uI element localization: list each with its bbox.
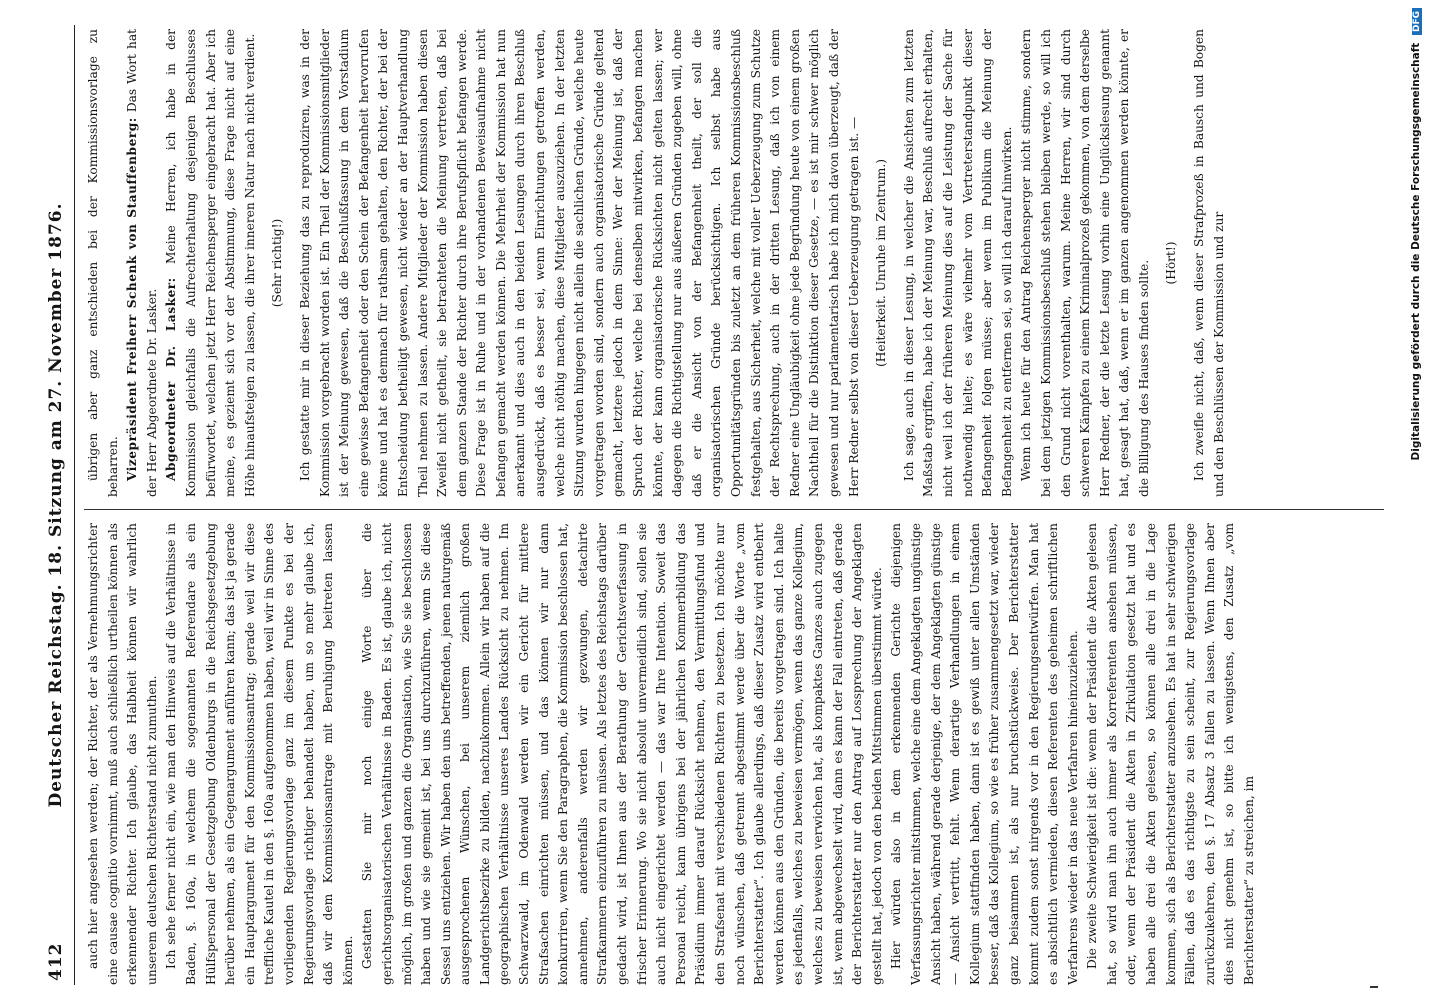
left-paragraph: Ich sehe ferner nicht ein, wie man den Hinweis auf die Verhältnisse in Baden, §. 160a, in welchem die sogenannten Referendare als ein Hülfspersonal der Gesetzgebung Oldenburgs in die Reichsgesetzgebung herüber nehmen, als ein Gegenargument anführen kann; das ist ja gerade ein Hauptargument für den Kommissionsantrag; gerade weil wir diese treffliche Kautel in den §. 160a aufgenommen haben, weil wir in Sinne des vorliegenden Regierungsvorlage ganz im diesem Punkte es bei der Regierungsvorlage richtiger behandelt haben, um so mehr glaube ich, daß wir dem Kommissionsantrage mit Beruhigung beitreten lassen können. [164,523,355,985]
left-paragraph: Gestatten Sie mir noch einige Worte über die gerichtsorganisatorischen Verhältnisse in Baden. Es ist, glaube ich, nicht möglich, im großen und ganzen die Organisation, wie Sie sie beschlossen haben und wie sie gemeint ist, bei uns durchzuführen, wenn Sie diese Sessel uns entziehen. Wir haben den uns betreffenden, jenen naturgemäß ausgesprochenen Wünschen, bei unserem ziemlich großen Landgerichtsbezirke zu bilden, nachzukommen. Allein wir haben auf die geographischen Verhältnisse unseres Landes Rücksicht zu nehmen. Im Schwarzwald, im Odenwald werden wir ein Gericht für mittlere Strafsachen einrichten müssen, und das können wir nur dann konkurriren, wenn Sie den Paragraphen, die Kommission beschlossen hat, annehmen, anderenfalls werden wir gezwungen, detachirte Strafkammern einzuführen zu müssen. Als letztes des Reichstags darüber gedacht wird, ist Ihnen aus der Berathung der Gerichtsverfassung in frischer Erinnerung. Wo sie nicht absolut unvermeidlich sind, sollen sie auch nicht eingerichtet werden — das war Ihre Intention. Soweit das Personal reicht, kann übrigens bei der jährlichen Kommerbildung das Präsidium immer darauf Rücksicht nehmen, den Vermittlungsfund und den Strafsenat mit verschiedenen Richtern zu besetzen. Ich möchte nur noch wünschen, daß getrennt abgestimmt werde über die Worte „vom Berichterstatter“. Ich glaube allerdings, daß dieser Zusatz wird entbehrt werden können aus den Gründen, die bereits vorgetragen sind. Ich halte es jedenfalls, welches zu beweisen vermögen, wenn das ganze Kollegium, welches zu beweisen verwichen hat, als kompaktes Ganzes auch zugegen ist, wenn abgewechselt wird, dann es kann der Fall eintreten, daß gerade der Berichterstatter nur den Antrag auf Lossprechung der Angeklagten gestellt hat, jedoch von den beiden Mitstimmen überstimmt würde. [360,523,884,985]
digitization-sidebar [1408,8,1428,992]
speech-paragraph [123,29,162,497]
right-paragraph: Ich zweifle nicht, daß, wenn dieser Strafprozeß in Bausch und Bogen und den Beschlüssen der Kommission und zur [1192,29,1226,497]
speech-text: Meine Herren, ich habe in der Kommission gleichfalls die Aufrechterhaltung desjenigen Beschlusses befürwortet, welchen jetzt Herr Reichensperger eingebracht hat. Aber ich meine, es geziemt sich vor der Abstimmung, diese Frage nicht auf eine Höhe hinaufsteigen zu lassen, die ihrer inneren Natur nach nicht verdient. [164,29,257,497]
digitization-note: Digitalisierung gefördert durch die Deutsche Forschungsgemeinschaft [1410,42,1422,461]
right-paragraph: Wenn ich heute für den Antrag Reichensperger nicht stimme, sondern bei dem jetzigen Kommissionsbeschluß stehen bleiben werde, so will ich den Grund nicht vorenthalten, warum. Meine Herren, wir sind durch schweren Kämpfen zu einem Kriminalprozeß gekommen, von dem derselbe Herr Redner, der die letzte Lesung vorhin eine Unglückslesung genannt hat, gesagt hat, daß, wenn er im ganzen angenommen werden könnte, er die Billigung des Hauses finden sollte. [1019,29,1151,497]
speaker-name: Abgeordneter Dr. Lasker: [164,277,179,481]
right-paragraph: übrigen aber ganz entschieden bei der Kommissionsvorlage zu beharren. [86,29,120,497]
speaker-name: Vizepräsident Freiherr Schenk von Stauffenberg: [125,117,140,481]
page-number: 412 [46,942,66,981]
left-paragraph-lower: Hier würden also in dem erkennenden Gerichte diejenigen Verfassungsrichter mitstimmen, welche eine dem Angeklagten ungünstige Ansicht haben, während gerade derjenige, der dem Angeklagten günstige — Ansicht vertritt, fehlt. Wenn derartige Verhandlungen in einem Kollegium stattfinden haben, dann ist es gewiß unter allen Umständen besser, daß das Kollegium, so wie es früher zusammengesetzt war, wieder ganz beisammen ist, als nur bruchstückweise. Der Berichterstatter kommt zudem sonst nirgends vor in den Regierungsentwürfen. Man hat es absichtlich vermieden, diesen Referenten des geheimen schriftlichen Verfahrens wieder in das neue Verfahren hineinzuziehen. [889,523,1080,985]
scan-corner-mark [1370,986,1378,988]
right-paragraph: Ich sage, auch in dieser Lesung, in welcher die Ansichten zum letzten Maßstab ergriffen, habe ich der Meinung war, Beschluß aufrecht erhalten, nicht weil ich der früheren Meinung dies auf die Leistung der Sache für nothwendig hielte; es wäre vielmehr vom Vertreterstandpunkt dieser Befangenheit folgen müsse; aber wenn im Publikum die Meinung der Befangenheit zu entfernen sei, so will ich darauf hinwirken. [901,29,1014,497]
page-running-title: Deutscher Reichstag. 18. Sitzung am 27. November 1876. [46,202,66,808]
digitization-credit [1410,8,1428,992]
stage-direction: (Hört!) [1164,241,1179,285]
left-column [84,523,1394,985]
left-paragraph-lower: Die zweite Schwierigkeit ist die: wenn der Präsident die Akten gelesen hat, so wird man ihn auch immer als Korreferenten ansehen müssen, oder, wenn der Präsident die Akten in Zirkulation gesetzt hat und es haben alle drei die Akten gelesen, so können alle drei in die Lage kommen, sich als Berichterstatter anzusehen. Es hat in sehr schwierigen Fällen, daß es das richtigste zu sein scheint, zur Regierungsvorlage zurückzukehren, den §. 17 Absatz 3 fallen zu lassen. Wenn Ihnen aber dies nicht genehm ist, so bitte ich wenigstens, den Zusatz „vom Berichterstatter“ zu streichen, im [1085,523,1257,985]
dfg-logo-badge: DFG [1412,8,1422,35]
right-paragraph: Ich gestatte mir in dieser Beziehung das zu reproduziren, was in der Kommission vorgebracht worden ist. Ein Theil der Kommissionsmitglieder ist der Meinung gewesen, daß die Beschlußfassung in dem Vorstadium eine gewisse Befangenheit oder den Schein der Befangenheit hervorrufen könne und hat es demnach für rathsam gehalten, den Richter, der bei der Entscheidung betheiligt gewesen, nicht wieder an der Hauptverhandlung Theil nehmen zu lassen. Andere Mitglieder der Kommission haben diesen Zweifel nicht getheilt, sie betrachteten die Meinung vertreten, daß bei dem ganzen Stande der Richter durch ihre Berufspflicht befangen werde. Diese Frage ist in Ruhe und in der vorhandenen Beweisaufnahme nicht befangen gemacht werden können. Die Mehrheit der Kommission hat nun anerkannt und dies auch in den beiden Lesungen durch ihren Beschluß ausgedrückt, daß es besser sei, wenn Einrichtungen getroffen werden, welche nicht nöthig machen, diese Mitglieder auszuziehen. In der letzten Sitzung wurden hingegen nicht allein die sachlichen Gründe, welche heute vorgetragen worden sind, sondern auch organisatorische Gründe geltend gemacht, letztere jedoch in dem Sinne: Wer der Meinung ist, daß der Spruch der Richter, welche bei denselben mitwirken, befangen machen könnte, der kann organisatorische Rücksichten nicht gelten lassen; wer dagegen die Richtigstellung nur aus äußeren Gründen zugeben will, ohne daß er die Ansicht von der Befangenheit theilt, der soll die organisatorischen Gründe berücksichtigen. Ich selbst habe aus Opportunitätsgründen bis zuletzt an dem früheren Kommissionsbeschluß festgehalten, aus Sicherheit, welche mit voller Ueberzeugung zum Schutze der Rechtsprechung, auch in der dritten Lesung, daß ich von einem Redner eine Ungläubigkeit ohne jede Begründung heute von einem großen Nachtheil für die Distinktion dieser Gesetze, — es ist mir schwer möglich gewesen und nur parlamentarisch habe ich mich davon überzeugt, daß der Herr Redner selbst von dieser Ueberzeugung getragen ist. — [297,29,861,497]
column-divider [84,509,1384,510]
right-column [84,29,1394,497]
stage-direction: (Heiterkeit. Unruhe im Zentrum.) [874,159,889,367]
document-page [40,25,1410,985]
page-header [40,25,75,985]
speech-paragraph [162,29,260,497]
stage-direction: (Sehr richtig!) [270,218,285,308]
left-paragraph: auch hier angesehen werden; der Richter, der als Vernehmungsrichter eine causae cognitio vornimmt, muß auch schließlich urtheilen können als erkennender Richter. Ich glaube, das Halbheit können wir wahrlich unserem deutschen Richterstand nicht zumuthen. [86,523,159,985]
speech-text: Das Wort hat der Herr Abgeordnete Dr. Lasker. [125,29,159,497]
